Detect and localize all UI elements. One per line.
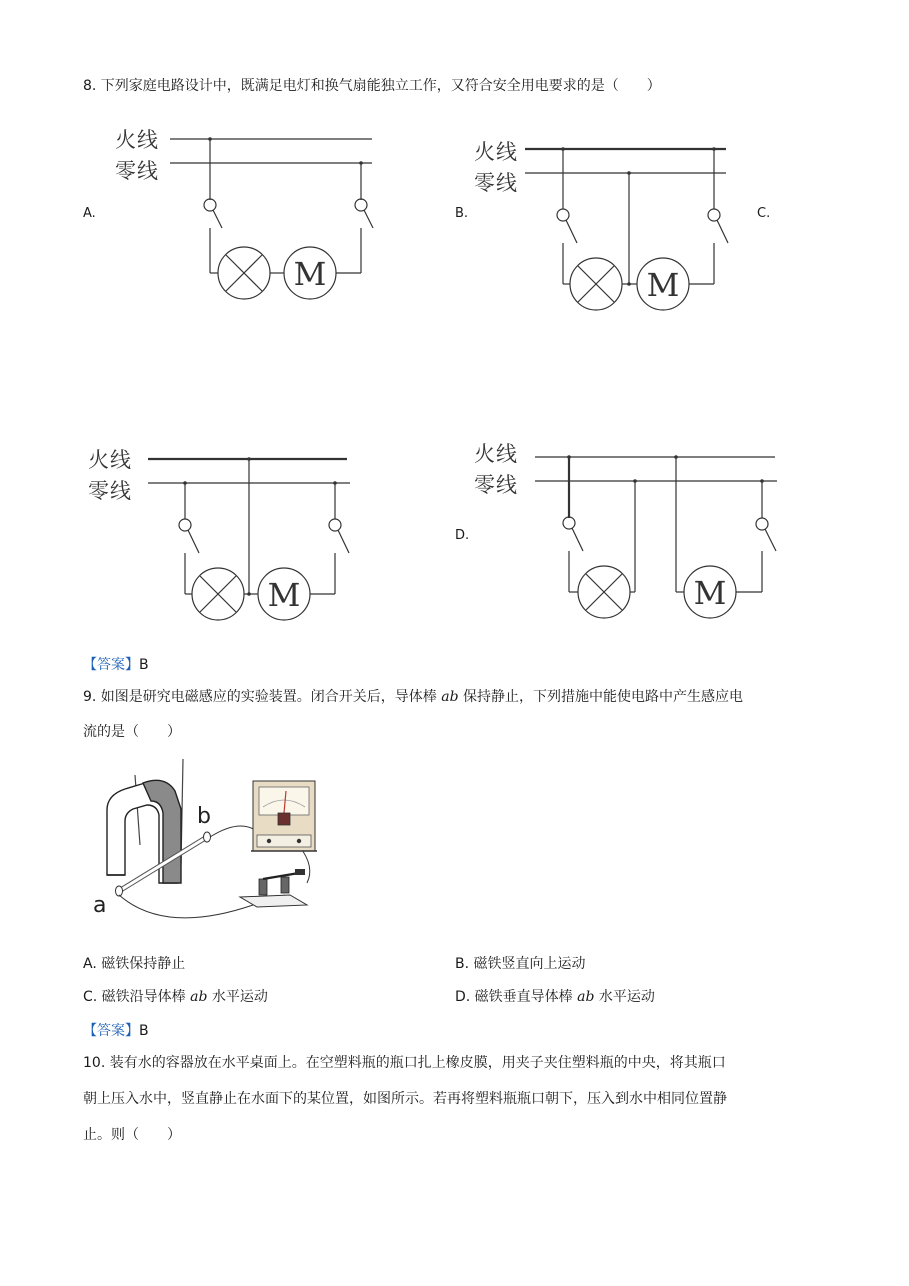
q8-answer-tag-text: 【答案】 — [83, 657, 139, 673]
q9-option-d-start: D. 磁铁垂直导体棒 — [455, 989, 573, 1005]
horseshoe-magnet — [107, 780, 181, 883]
diagram-b-neutral-label: 零线 — [474, 171, 518, 195]
q9-option-d — [455, 987, 655, 1007]
diagram-d-motor-label: M — [693, 574, 727, 612]
galvanometer — [251, 781, 317, 851]
q9-line1-start: 9. 如图是研究电磁感应的实验装置。闭合开关后，导体棒 — [83, 689, 437, 705]
circuit-diagram-b — [525, 135, 745, 325]
q9-option-d-end: 水平运动 — [598, 989, 655, 1005]
electromagnetic-induction-figure — [85, 755, 335, 925]
q10-line1: 10. 装有水的容器放在水平桌面上。在空塑料瓶的瓶口扎上橡皮膜，用夹子夹住塑料瓶的中央，将其瓶口 — [83, 1055, 726, 1071]
q9-option-a: A. 磁铁保持静止 — [83, 956, 186, 972]
diagram-a-live-label: 火线 — [115, 128, 159, 152]
q9-option-c-start: C. 磁铁沿导体棒 — [83, 989, 186, 1005]
q8-option-d-label: D. — [455, 528, 470, 543]
q10-line3: 止。则（ ） — [83, 1127, 181, 1143]
circuit-diagram-c — [145, 445, 365, 630]
diagram-a-motor-label: M — [293, 255, 327, 293]
q9-question-line2: 流的是（ ） — [83, 724, 181, 740]
q8-option-c-label: C. — [757, 206, 771, 221]
diagram-d-neutral-label: 零线 — [474, 473, 518, 497]
q9-option-c — [83, 987, 268, 1007]
q10-line2: 朝上压入水中，竖直静止在水面下的某位置，如图所示。若再将塑料瓶瓶口朝下，压入到水中相同位置静 — [83, 1091, 727, 1107]
q9-line1-end: 保持静止，下列措施中能使电路中产生感应电 — [463, 689, 744, 705]
diagram-c-live-label: 火线 — [88, 448, 132, 472]
q9-question-line1 — [83, 687, 743, 707]
q8-option-a-label: A. — [83, 206, 96, 221]
label-a: a — [93, 893, 107, 918]
circuit-diagram-a — [170, 125, 390, 315]
circuit-diagram-d — [525, 440, 785, 630]
q9-answer-tag-text: 【答案】 — [83, 1023, 139, 1039]
q9-answer-tag — [83, 1020, 149, 1040]
q8-answer-value: B — [139, 657, 149, 673]
q8-question: 8. 下列家庭电路设计中，既满足电灯和换气扇能独立工作，又符合安全用电要求的是（ ） — [83, 78, 661, 94]
knife-switch — [240, 869, 307, 907]
q9-option-d-rod: ab — [577, 989, 595, 1005]
q8-option-b-label: B. — [455, 206, 469, 221]
q8-answer-tag — [83, 654, 149, 674]
diagram-b-live-label: 火线 — [474, 140, 518, 164]
label-b: b — [197, 804, 211, 829]
diagram-c-neutral-label: 零线 — [88, 479, 132, 503]
q9-option-c-rod: ab — [190, 989, 208, 1005]
q9-option-c-end: 水平运动 — [211, 989, 268, 1005]
diagram-d-live-label: 火线 — [474, 442, 518, 466]
diagram-b-motor-label: M — [646, 266, 680, 304]
diagram-a-neutral-label: 零线 — [115, 159, 159, 183]
q9-option-b: B. 磁铁竖直向上运动 — [455, 956, 586, 972]
diagram-c-motor-label: M — [267, 576, 301, 614]
q9-answer-value: B — [139, 1023, 149, 1039]
q9-rod-label: ab — [441, 689, 459, 705]
